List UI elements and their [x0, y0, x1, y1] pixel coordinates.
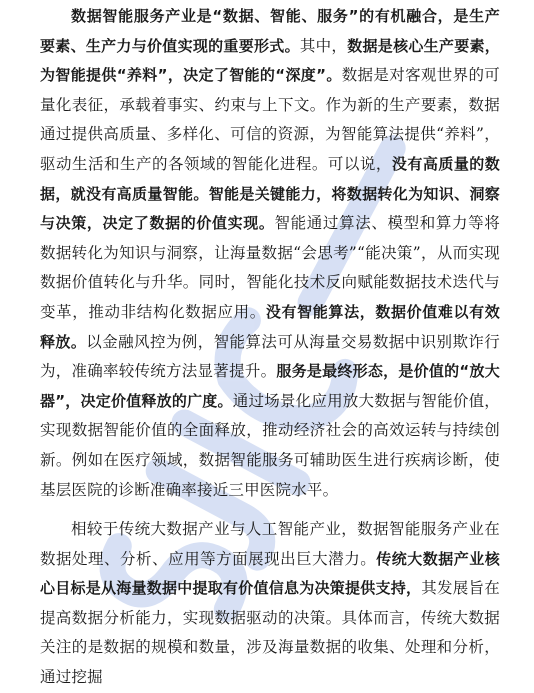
p1-seg-5: 智能通过算法、模型和算力等将数据转化为知识与洞察，让海量数据“会思考”“能决策”，从而实现数据价值转化与升华。同时，智能化技术反向赋能数据技术迭代与变革，推动非结构化数据应用。 — [40, 214, 500, 321]
paragraph-1 — [40, 2, 500, 505]
paragraph-2 — [40, 515, 500, 693]
p2-seg-1: 传统大数据产业核心目标是从海量数据中提取有价值信息为决策提供支持， — [40, 549, 500, 598]
p1-seg-3: 数据是对客观世界的可量化表征，承载着事实、约束与上下文。作为新的生产要素，数据通过提供高质量、多样化、可信的资源，为智能算法提供“养料”，驱动生活和生产的各领域的智能化进程。可以说， — [40, 66, 500, 173]
p1-seg-9: 通过场景化应用放大数据与智能价值，实现数据智能价值的全面释放，推动经济社会的高效运转与持续创新。例如在医疗领域，数据智能服务可辅助医生进行疾病诊断，使基层医院的诊断准确率接近三甲医院水平。 — [40, 391, 500, 499]
p1-seg-2: 数据是核心生产要素，为智能提供“养料”，决定了智能的“深度”。 — [40, 36, 500, 85]
p1-seg-8: 服务是最终形态，是价值的“放大器”，决定价值释放的广度。 — [40, 362, 500, 410]
p1-seg-4: 没有高质量的数据，就没有高质量智能。智能是关键能力，将数据转化为知识、洞察与决策，决定了数据的价值实现。 — [40, 154, 500, 233]
p1-seg-0: 数据智能服务产业是“数据、智能、服务”的有机融合，是生产要素、生产力与价值实现的重要形式。 — [40, 7, 500, 55]
p1-seg-1: 其中， — [299, 36, 348, 55]
p2-seg-2: 其发展旨在提高数据分析能力，实现数据驱动的决策。具体而言，传统大数据关注的是数据的规模和数量，涉及海量数据的收集、处理和分析，通过挖掘 — [40, 579, 500, 686]
p1-seg-7: 以金融风控为例，智能算法可从海量交易数据中识别欺诈行为，准确率较传统方法显著提升。 — [40, 332, 500, 381]
p1-seg-6: 没有智能算法，数据价值难以有效释放。 — [40, 302, 500, 351]
p2-seg-0: 相较于传统大数据产业与人工智能产业，数据智能服务产业在数据处理、分析、应用等方面展现出巨大潜力。 — [40, 520, 500, 568]
